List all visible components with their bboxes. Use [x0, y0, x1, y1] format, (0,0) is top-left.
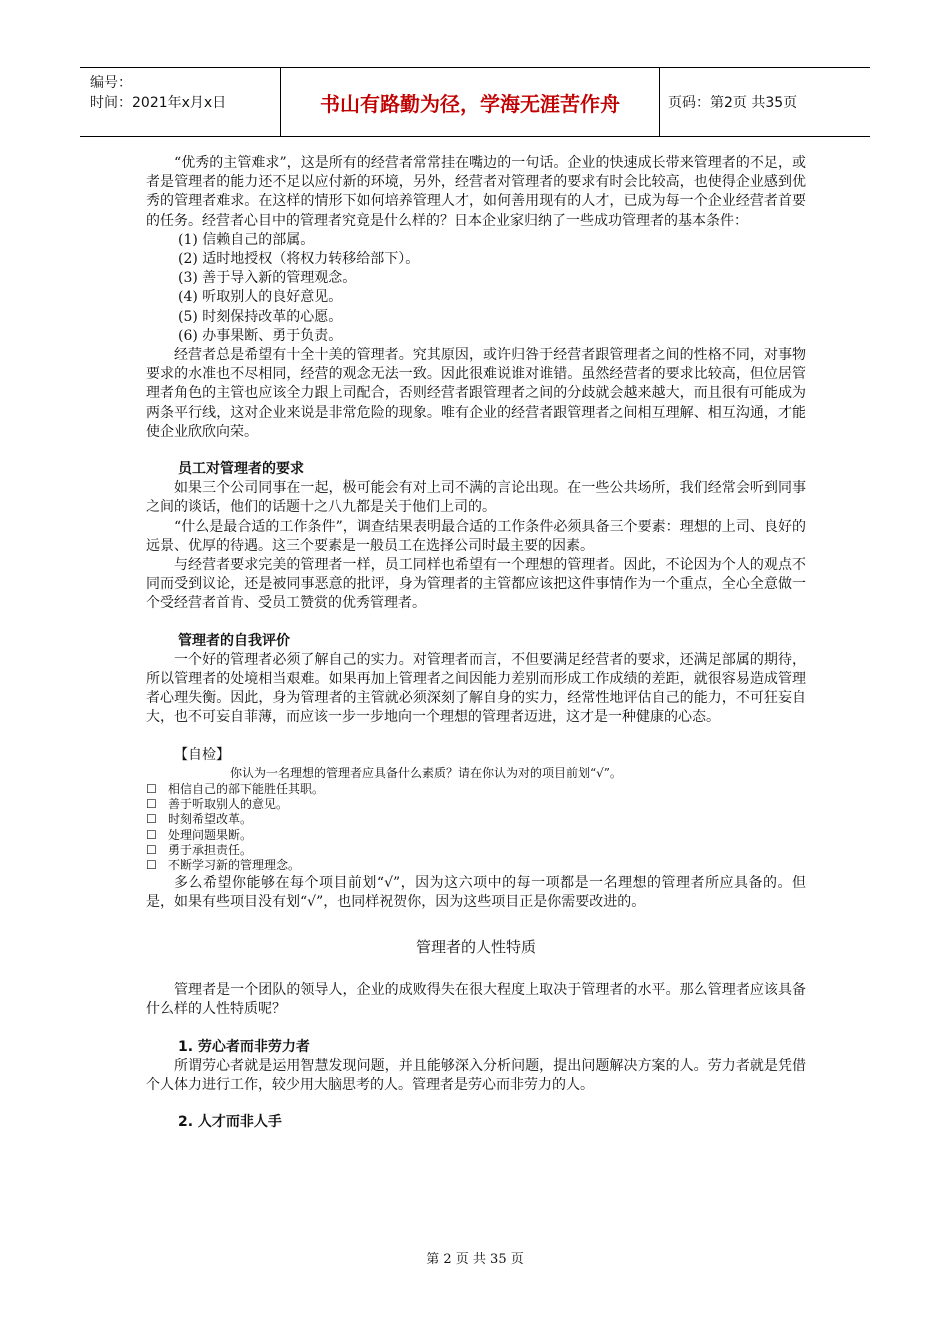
- self-check-item: ☐ 勇于承担责任。: [146, 843, 253, 858]
- self-check-item: ☐ 善于听取别人的意见。: [146, 797, 289, 812]
- page-footer: 第 2 页 共 35 页: [426, 1252, 524, 1267]
- self-check-item: ☐ 处理问题果断。: [146, 827, 253, 842]
- self-check-conclusion: 多么希望你能够在每个项目前划“√”，因为这六项中的每一项都是一名理想的管理者所应具备的。但是，如果有些项目没有划“√”，也同样祝贺你，因为这些项目正是你需要改进的。: [146, 874, 806, 910]
- intro-paragraph: “优秀的主管难求”，这是所有的经营者常常挂在嘴边的一句话。企业的快速成长带来管理者的不足，或者是管理者的能力还不足以应付新的环境，另外，经营者对管理者的要求有时会比较高，也使得企业感到优秀的管理者难求。在这样的情形下如何培养管理人才，如何善用现有的人才，已成为每一个企业经营者首要的任务。经营者心目中的管理者究竟是什么样的？日本企业家归纳了一些成功管理者的基本条件：: [146, 155, 806, 229]
- self-evaluation-paragraph: 一个好的管理者必须了解自己的实力。对管理者而言，不但要满足经营者的要求，还满足部属的期待，所以管理者的处境相当艰难。如果再加上管理者之间因能力差别而形成工作成绩的差距，就很容易造成管理者心理失衡。因此，身为管理者的主管就必须深刻了解自身的实力，经常性地评估自己的能力，不可狂妄自大，也不可妄自菲薄，而应该一步一步地向一个理想的管理者迈进，这才是一种健康的心态。: [146, 651, 806, 726]
- checkbox-icon: ☐: [146, 843, 157, 858]
- header-page-number: 页码：第2页 共35页: [668, 95, 798, 111]
- trait-heading-2: 2. 人才而非人手: [178, 1114, 282, 1131]
- checkbox-icon: ☐: [146, 797, 157, 812]
- self-check-item: ☐ 时刻希望改革。: [146, 812, 253, 827]
- section-title-traits: 管理者的人性特质: [415, 938, 536, 957]
- condition-item: (3) 善于导入新的管理观念。: [178, 270, 357, 287]
- condition-item: (4) 听取别人的良好意见。: [178, 289, 343, 306]
- employee-paragraph: 与经营者要求完美的管理者一样，员工同样也希望有一个理想的管理者。因此，不论因为个人的观点不同而受到议论，还是被同事恶意的批评，身为管理者的主管都应该把这件事情作为一个重点，全心全意做一个受经营者首肯、受员工赞赏的优秀管理者。: [146, 557, 806, 612]
- section-heading-employee: 员工对管理者的要求: [178, 461, 304, 478]
- condition-item: (5) 时刻保持改革的心愿。: [178, 308, 343, 325]
- document-body: [146, 154, 806, 1133]
- condition-item: (1) 信赖自己的部属。: [178, 231, 315, 248]
- checkbox-icon: ☐: [146, 781, 157, 796]
- trait-paragraph-1: 所谓劳心者就是运用智慧发现问题，并且能够深入分析问题，提出问题解决方案的人。劳力者就是凭借个人体力进行工作，较少用大脑思考的人。管理者是劳心而非劳力的人。: [146, 1057, 806, 1094]
- section-heading-self-evaluation: 管理者的自我评价: [178, 632, 290, 649]
- checkbox-icon: ☐: [146, 858, 157, 873]
- owner-paragraph: 经营者总是希望有十全十美的管理者。究其原因，或许归咎于经营者跟管理者之间的性格不同，对事物要求的水准也不尽相同，经营的观念无法一致。因此很难说谁对谁错。虽然经营者的要求比较高，但位居管理者角色的主管也应该全力跟上司配合，否则经营者跟管理者之间的分歧就会越来越大，而且很有可能成为两条平行线，这对企业来说是非常危险的现象。唯有企业的经营者跟管理者之间相互理解、相互沟通，才能使企业欣欣向荣。: [146, 347, 806, 440]
- self-check-item: ☐ 相信自己的部下能胜任其职。: [146, 781, 325, 796]
- document-time-label: 时间：2021年x月x日: [90, 95, 227, 111]
- traits-intro-paragraph: 管理者是一个团队的领导人，企业的成败得失在很大程度上取决于管理者的水平。那么管理者应该具备什么样的人性特质呢？: [146, 982, 806, 1018]
- trait-heading-1: 1. 劳心者而非劳力者: [178, 1038, 310, 1055]
- page-header: [80, 67, 870, 137]
- header-motto: 书山有路勤为径，学海无涯苦作舟: [281, 68, 660, 136]
- checkbox-icon: ☐: [146, 827, 157, 842]
- self-check-question: 你认为一名理想的管理者应具备什么素质？请在你认为对的项目前划“√”。: [230, 765, 622, 780]
- employee-paragraph: 如果三个公司同事在一起，极可能会有对上司不满的言论出现。在一些公共场所，我们经常会听到同事之间的谈话，他们的话题十之八九都是关于他们上司的。: [146, 480, 806, 516]
- document-number-label: 编号：: [90, 75, 132, 91]
- header-info-cell: [80, 68, 281, 136]
- employee-paragraph: “什么是最合适的工作条件”，调查结果表明最合适的工作条件必须具备三个要素：理想的上司、良好的远景、优厚的待遇。这三个要素是一般员工在选择公司时最主要的因素。: [146, 518, 806, 554]
- self-check-item: ☐ 不断学习新的管理理念。: [146, 858, 301, 873]
- checkbox-icon: ☐: [146, 812, 157, 827]
- condition-item: (6) 办事果断、勇于负责。: [178, 327, 343, 344]
- self-check-title: 【自检】: [174, 746, 230, 763]
- condition-item: (2) 适时地授权（将权力转移给部下）。: [178, 251, 420, 268]
